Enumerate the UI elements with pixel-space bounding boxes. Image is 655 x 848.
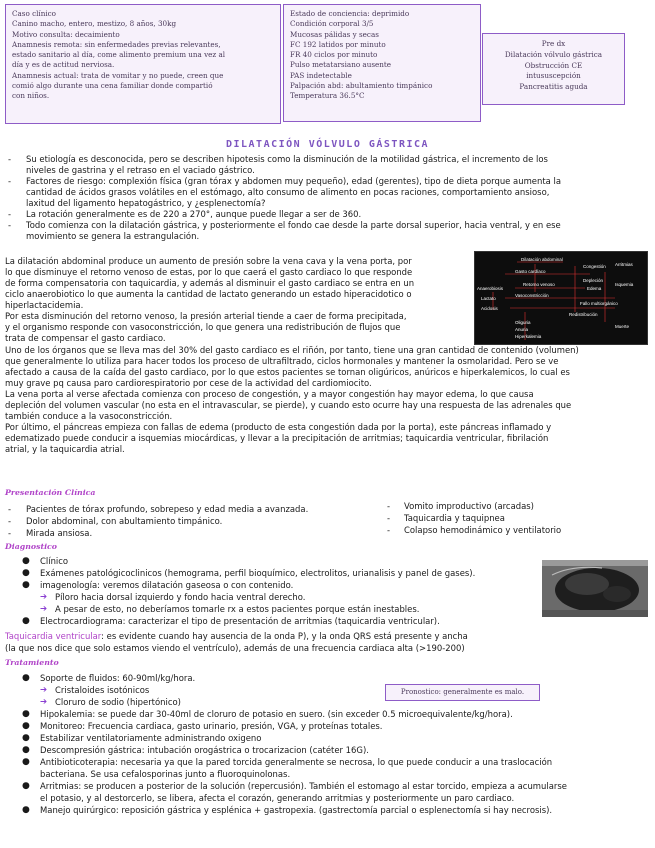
- diagram-label: Congestión: [583, 264, 606, 269]
- diagram-label: Redistribución: [569, 312, 598, 317]
- intro-line: Su etiología es desconocida, pero se describen hipotesis como la disminución de la motilidad gástrica, el incremento de los: [26, 154, 548, 164]
- diagram-label: Anuria: [515, 327, 529, 332]
- tx-item: el potasio, y al destorcerlo, se libera, afecta el corazón, generando arritmias y posteriormente un paro cardiaco.: [40, 793, 515, 803]
- dash-bullet: -: [387, 525, 391, 535]
- section-heading-diagnostico: Diagnostico: [5, 542, 57, 551]
- case-line: Anamnesis remota: sin enfermedades previas relevantes,: [12, 39, 221, 49]
- pathophys-line: edematizado puede conducir a isquemias miocárdicas, y llevar a la precipitación de arritmias; taquicardia ventricular, fibrilación: [5, 433, 549, 443]
- tx-subitem: Cristaloides isotónicos: [55, 685, 150, 695]
- dash-bullet: -: [8, 504, 12, 514]
- tx-item: Descompresión gástrica: intubación orogástrica o trocarizacion (catéter 16G).: [40, 745, 369, 755]
- case-line: Canino macho, entero, mestizo, 8 años, 30kg: [12, 19, 177, 29]
- ddx-item: Dilatación vólvulo gástrica: [504, 49, 603, 59]
- pathophys-line: atrial, y la taquicardia atrial.: [5, 444, 125, 454]
- dx-subitem: A pesar de esto, no deberíamos tomarle rx a estos pacientes porque están inestables.: [55, 604, 420, 614]
- intro-line: laxitud del ligamento hepatogástrico, y ¿esplenectomía?: [26, 198, 266, 208]
- bullet-dot: ●: [22, 757, 30, 767]
- tx-item: Estabilizar ventilatoriamente administrando oxigeno: [40, 733, 262, 743]
- dash-bullet: -: [8, 176, 12, 186]
- pathophys-line: afectado a causa de la caída del gasto cardiaco, por lo que estos pacientes se tornan oligúricos, anúricos e hiperkalemicos, lo cual es: [5, 367, 570, 377]
- ddx-item: Obstrucción CE: [524, 60, 583, 70]
- presentacion-item: Pacientes de tórax profundo, sobrepeso y edad media a avanzada.: [26, 504, 309, 514]
- section-heading-presentacion: Presentación Clínica: [5, 488, 96, 497]
- tv-line: [5, 631, 468, 642]
- tx-item: bacteriana. Se usa cefalosporinas junto a fluoroquinolonas.: [40, 769, 291, 779]
- exam-line: Mucosas pálidas y secas: [290, 29, 379, 39]
- exam-line: FC 192 latidos por minuto: [290, 39, 386, 49]
- arrow-icon: ➔: [40, 685, 48, 695]
- pathophys-line: ciclo anaerobiotico lo que aumenta la cantidad de lactato generando un estado hiperacidotico o: [5, 289, 412, 299]
- presentacion-item: Vomito improductivo (arcadas): [404, 501, 534, 511]
- diagram-label: Arritmias: [615, 262, 633, 267]
- tv-label: Taquicardia ventricular: [5, 631, 102, 641]
- tv-text: : es evidente cuando hay ausencia de la onda P), y la onda QRS está presente y ancha: [101, 631, 468, 641]
- tx-item: Soporte de fluidos: 60-90ml/kg/hora.: [40, 673, 196, 683]
- case-line: Anamnesis actual: trata de vomitar y no puede, creen que: [12, 70, 224, 80]
- bullet-dot: ●: [22, 733, 30, 743]
- bullet-dot: ●: [22, 580, 30, 590]
- dash-bullet: -: [8, 516, 12, 526]
- presentacion-item: Taquicardia y taquipnea: [404, 513, 505, 523]
- pathophys-line: hiperlactacidemia.: [5, 300, 84, 310]
- tx-item: Monitoreo: Frecuencia cardiaca, gasto urinario, presión, VGA, y proteínas totales.: [40, 721, 383, 731]
- bullet-dot: ●: [22, 616, 30, 626]
- pathophys-line: Uno de los órganos que se lleva mas del 30% del gasto cardiaco es el riñón, por tanto, tiene una gran cantidad de contenido (volumen): [5, 345, 579, 355]
- prognosis-box: Pronostico: generalmente es malo.: [385, 684, 540, 701]
- section-heading-tratamiento: Tratamiento: [5, 658, 59, 667]
- diagram-label: Lactato: [481, 296, 496, 301]
- diagram-label: Isquemia: [615, 282, 634, 287]
- diagram-label: Anaerobiosis: [477, 286, 504, 291]
- tx-item: Hipokalemia: se puede dar 30-40ml de cloruro de potasio en suero. (sin exceder 0.5 microequivalente/kg/hora).: [40, 709, 513, 719]
- tx-item: Antibioticoterapia: necesaria ya que la pared torcida generalmente se necrosa, lo que puede conducir a una traslocación: [40, 757, 553, 767]
- diagram-label: Hiperkalemia: [515, 334, 542, 339]
- page-title: DILATACIÓN VÓLVULO GÁSTRICA: [225, 139, 430, 150]
- exam-line: PAS indetectable: [290, 70, 352, 80]
- case-line: estado sanitario al día, come alimento premium una vez al: [12, 50, 226, 60]
- presentacion-item: Colapso hemodinámico y ventilatorio: [404, 525, 562, 535]
- dash-bullet: -: [387, 513, 391, 523]
- diagram-label: Depleción: [583, 278, 604, 283]
- exam-line: Estado de conciencia: deprimido: [290, 9, 410, 18]
- bullet-dot: ●: [22, 556, 30, 566]
- pathophysiology-diagram: [474, 251, 648, 345]
- diagram-label: Acidosis: [481, 306, 498, 311]
- differential-dx-box: [482, 33, 625, 105]
- dash-bullet: -: [8, 220, 12, 230]
- pathophys-line: de forma compensatoria con taquicardia, y además al disminuir el gasto cardiaco se entra en un: [5, 278, 415, 288]
- exam-line: Palpación abd: abultamiento timpánico: [290, 81, 433, 91]
- pathophys-line: depleción del volumen vascular (no esta en el intravascular, se pierde), y cuando esto ocurre hay una respuesta de las adrenales que: [5, 400, 572, 410]
- dash-bullet: -: [8, 528, 12, 538]
- arrow-icon: ➔: [40, 697, 48, 707]
- bullet-dot: ●: [22, 568, 30, 578]
- case-summary-box: [5, 4, 281, 124]
- case-line: día y es de actitud nerviosa.: [12, 60, 115, 70]
- intro-line: La rotación generalmente es de 220 a 270°, aunque puede llegar a ser de 360.: [26, 209, 362, 219]
- case-line: Motivo consulta: decaimiento: [12, 29, 120, 39]
- dx-item: Exámenes patológicoclinicos (hemograma, perfil bioquímico, electrolitos, urianalisis y panel de gases).: [40, 568, 476, 578]
- bullet-dot: ●: [22, 721, 30, 731]
- tx-item: Arritmias: se producen a posterior de la solución (repercusión). También el estomago al estar torcido, empieza a acumularse: [40, 781, 567, 791]
- ddx-item: Pancreatitis aguda: [519, 82, 588, 92]
- bullet-dot: ●: [22, 673, 30, 683]
- pathophys-line: muy grave pq causa paro cardiorespiratorio por cese de la actividad del cardiomiocito.: [5, 378, 372, 388]
- intro-line: Todo comienza con la dilatación gástrica, y posteriormente el fondo cae desde la parte dorsal superior, hacia ventral, y en ese: [26, 220, 561, 230]
- ddx-heading: Pre dx: [541, 39, 566, 48]
- pathophys-line: y el organismo responde con vasoconstricción, lo que genera una redistribución de flujos que: [5, 322, 401, 332]
- tx-item: Manejo quirúrgico: reposición gástrica y esplénica + gastropexia. (gastrectomía parcial o esplenectomía si hay necrosis).: [40, 805, 553, 815]
- pathophys-line: también conduce a la vasoconstricción.: [5, 411, 173, 421]
- ddx-item: intususcepción: [526, 71, 581, 81]
- diagram-label: Fallo multiorgánico: [580, 301, 618, 306]
- diagram-label: Dilatación abdominal: [521, 257, 563, 262]
- dash-bullet: -: [8, 154, 12, 164]
- bullet-dot: ●: [22, 745, 30, 755]
- exam-line: Temperatura 36.5°C: [290, 91, 365, 101]
- radiograph-image: [542, 560, 648, 617]
- case-line: con niños.: [12, 91, 50, 101]
- pathophys-line: La vena porta al verse afectada comienza con proceso de congestión, y a mayor congestión hay mayor edema, lo que causa: [5, 389, 534, 399]
- dash-bullet: -: [387, 501, 391, 511]
- diagram-label: Edema: [587, 286, 602, 291]
- dx-item: Clínico: [40, 556, 69, 566]
- presentacion-item: Mirada ansiosa.: [26, 528, 93, 538]
- intro-line: niveles de gastrina y el retraso en el vaciado gástrico.: [26, 165, 255, 175]
- intro-line: movimiento se genera la estrangulación.: [26, 231, 200, 241]
- dx-item: Electrocardiograma: caracterizar el tipo de presentación de arritmias (taquicardia ventricular).: [40, 616, 440, 626]
- exam-line: FR 40 ciclos por minuto: [290, 50, 378, 60]
- bullet-dot: ●: [22, 709, 30, 719]
- diagram-label: Oliguria: [515, 320, 531, 325]
- diagram-label: Gasto cardíaco: [515, 269, 546, 274]
- exam-line: Pulso metatarsiano ausente: [290, 60, 392, 70]
- pathophys-line: que generalmente lo utiliza para hacer todos los proceso de ultrafiltrado, ciclos hormonales y mantener la osmolaridad. Pero se ve: [5, 356, 559, 366]
- diagram-label: Vasoconstricción: [515, 293, 549, 298]
- case-line: Caso clínico: [12, 9, 56, 18]
- intro-line: cantidad de ácidos grasos volátiles en el estómago, alto consumo de alimento en pocas raciones, comportamiento ansioso,: [26, 187, 550, 197]
- bullet-dot: ●: [22, 781, 30, 791]
- intro-line: Factores de riesgo: complexión física (gran tórax y abdomen muy pequeño), edad (gerentes), tipo de dieta porque aumenta la: [26, 176, 561, 186]
- dash-bullet: -: [8, 209, 12, 219]
- arrow-icon: ➔: [40, 604, 48, 614]
- pathophys-line: lo que disminuye el retorno venoso de estas, por lo que caerá el gasto cardiaco lo que responde: [5, 267, 413, 277]
- pathophys-line: trata de compensar el gasto cardiaco.: [5, 333, 166, 343]
- pathophys-line: Por último, el páncreas empieza con fallas de edema (producto de esta congestión dada por la porta), este páncreas inflamado y: [5, 422, 552, 432]
- case-line: comió algo durante una cena familiar donde compartió: [12, 81, 213, 91]
- dx-subitem: Píloro hacia dorsal izquierdo y fondo hacia ventral derecho.: [55, 592, 306, 602]
- arrow-icon: ➔: [40, 592, 48, 602]
- pathophys-line: Por esta disminución del retorno venoso, la presión arterial tiende a caer de forma precipitada,: [5, 311, 407, 321]
- diagram-label: Muerte: [615, 324, 630, 329]
- physical-exam-box: [283, 4, 481, 122]
- dx-item: imagenología: veremos dilatación gaseosa o con contenido.: [40, 580, 294, 590]
- tx-subitem: Cloruro de sodio (hipertónico): [55, 697, 181, 707]
- bullet-dot: ●: [22, 805, 30, 815]
- tv-line: (la que nos dice que solo estamos viendo el ventrículo), además de una frecuencia cardiaca alta (>190-200): [5, 643, 465, 653]
- diagram-label: Retorno venoso: [523, 282, 555, 287]
- pathophys-line: La dilatación abdominal produce un aumento de presión sobre la vena cava y la vena porta, por: [5, 256, 412, 266]
- presentacion-item: Dolor abdominal, con abultamiento timpánico.: [26, 516, 223, 526]
- exam-line: Condición corporal 3/5: [290, 19, 374, 29]
